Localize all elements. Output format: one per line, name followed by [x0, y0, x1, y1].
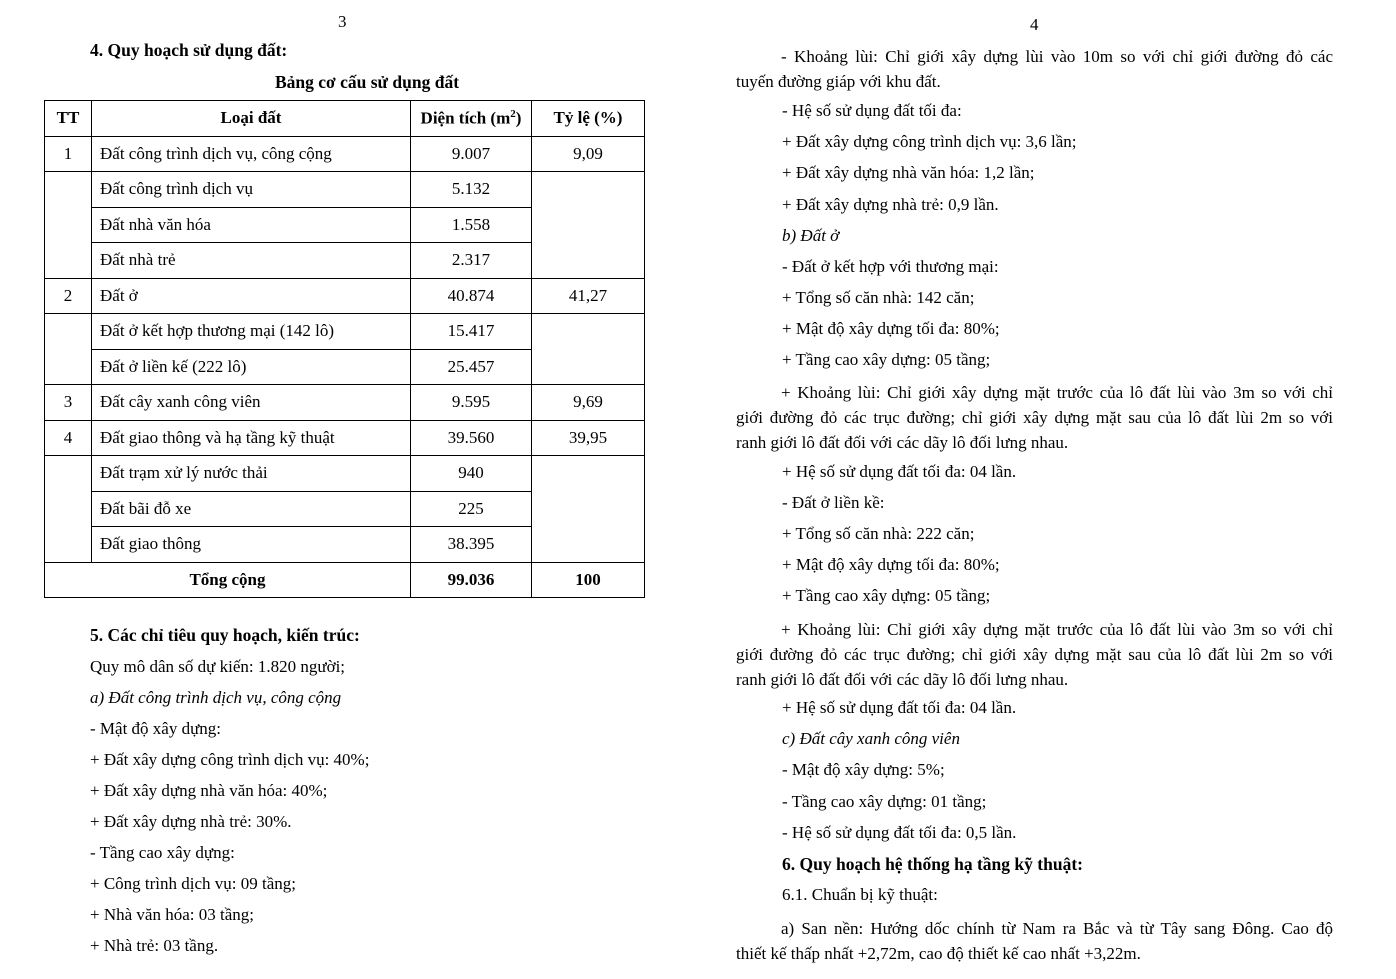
table-row	[45, 314, 645, 350]
row-area: 39.560	[411, 420, 532, 456]
paragraph-line: + Khoảng lùi: Chỉ giới xây dựng mặt trước của lô đất lùi vào 3m so với chỉ	[781, 383, 1333, 402]
header-dien-tich	[411, 101, 532, 137]
text-line: - Tầng cao xây dựng:	[90, 843, 235, 862]
header-dien-tich-close: )	[515, 108, 522, 128]
row-tt-merged	[45, 314, 92, 385]
row-name: Đất bãi đỗ xe	[92, 491, 411, 527]
paragraph-setback-3	[736, 617, 1333, 692]
row-name: Đất giao thông và hạ tầng kỹ thuật	[92, 420, 411, 456]
text-line: + Tầng cao xây dựng: 05 tầng;	[782, 586, 991, 605]
row-tt-merged	[45, 172, 92, 279]
row-name: Đất nhà trẻ	[92, 243, 411, 279]
row-area: 2.317	[411, 243, 532, 279]
text-line: + Tổng số căn nhà: 222 căn;	[782, 524, 975, 543]
row-name: Đất ở liền kế (222 lô)	[92, 349, 411, 385]
paragraph-line: giới đường đỏ các trục đường; chỉ giới xây dựng mặt sau của lô đất lùi 2m so với	[736, 645, 1333, 664]
table-row	[45, 172, 645, 208]
row-area: 1.558	[411, 207, 532, 243]
row-tt: 3	[45, 385, 92, 421]
text-line: + Mật độ xây dựng tối đa: 80%;	[782, 319, 1000, 338]
paragraph-line: thiết kế thấp nhất +2,72m, cao độ thiết kế cao nhất +3,22m.	[736, 944, 1141, 963]
row-pct-merged	[532, 456, 645, 563]
row-pct: 39,95	[532, 420, 645, 456]
text-line-italic: a) Đất công trình dịch vụ, công cộng	[90, 688, 342, 707]
text-line-italic: c) Đất cây xanh công viên	[782, 729, 960, 748]
table-row	[45, 278, 645, 314]
paragraph-line: - Khoảng lùi: Chỉ giới xây dựng lùi vào 10m so với chỉ giới đường đỏ các	[781, 47, 1333, 66]
text-line: + Công trình dịch vụ: 09 tầng;	[90, 874, 297, 893]
paragraph-line: tuyến đường giáp với khu đất.	[736, 72, 941, 91]
row-pct-merged	[532, 314, 645, 385]
total-area: 99.036	[411, 562, 532, 598]
table-title: Bảng cơ cấu sử dụng đất	[274, 72, 460, 92]
row-name: Đất nhà văn hóa	[92, 207, 411, 243]
header-ty-le: Tỷ lệ (%)	[532, 101, 645, 137]
row-pct: 41,27	[532, 278, 645, 314]
row-area: 40.874	[411, 278, 532, 314]
text-line: + Nhà văn hóa: 03 tầng;	[90, 905, 254, 924]
text-line: + Đất xây dựng công trình dịch vụ: 40%;	[90, 750, 370, 769]
row-tt: 1	[45, 136, 92, 172]
row-pct-merged	[532, 172, 645, 279]
paragraph-grading	[736, 916, 1333, 966]
row-pct: 9,09	[532, 136, 645, 172]
subsection-6-1: 6.1. Chuẩn bị kỹ thuật:	[782, 885, 938, 904]
text-line: Quy mô dân số dự kiến: 1.820 người;	[90, 657, 346, 676]
table-header-row	[45, 101, 645, 137]
row-area: 225	[411, 491, 532, 527]
text-line: + Đất xây dựng công trình dịch vụ: 3,6 lần;	[782, 132, 1077, 151]
row-area: 38.395	[411, 527, 532, 563]
total-pct: 100	[532, 562, 645, 598]
table-row	[45, 420, 645, 456]
paragraph-line: ranh giới lô đất đối với các dãy lô đối lưng nhau.	[736, 433, 1069, 452]
text-line: + Đất xây dựng nhà văn hóa: 1,2 lần;	[782, 163, 1035, 182]
row-name: Đất công trình dịch vụ, công cộng	[92, 136, 411, 172]
text-line: - Mật độ xây dựng: 5%;	[782, 760, 945, 779]
section-5-heading: 5. Các chỉ tiêu quy hoạch, kiến trúc:	[90, 625, 360, 645]
row-name: Đất giao thông	[92, 527, 411, 563]
text-line: + Đất xây dựng nhà trẻ: 30%.	[90, 812, 292, 831]
text-line: + Mật độ xây dựng tối đa: 80%;	[782, 555, 1000, 574]
paragraph-line: giới đường đỏ các trục đường; chỉ giới xây dựng mặt sau của lô đất lùi 2m so với	[736, 408, 1333, 427]
row-name: Đất ở	[92, 278, 411, 314]
text-line: + Đất xây dựng nhà văn hóa: 40%;	[90, 781, 328, 800]
row-area: 15.417	[411, 314, 532, 350]
row-tt: 4	[45, 420, 92, 456]
right-page	[698, 0, 1396, 979]
text-line-italic: b) Đất ở	[782, 226, 840, 245]
table-row	[45, 456, 645, 492]
page-number-right: 4	[1030, 15, 1039, 34]
section-4-heading: 4. Quy hoạch sử dụng đất:	[90, 40, 288, 60]
row-tt-merged	[45, 456, 92, 563]
row-pct: 9,69	[532, 385, 645, 421]
header-dien-tich-sup: 2	[510, 107, 516, 120]
header-tt: TT	[45, 101, 92, 137]
text-line: + Hệ số sử dụng đất tối đa: 04 lần.	[782, 698, 1017, 717]
row-name: Đất ở kết hợp thương mại (142 lô)	[92, 314, 411, 350]
land-use-table	[44, 100, 645, 598]
row-name: Đất công trình dịch vụ	[92, 172, 411, 208]
paragraph-line: a) San nền: Hướng dốc chính từ Nam ra Bắc và từ Tây sang Đông. Cao độ	[781, 919, 1333, 938]
table-total-row	[45, 562, 645, 598]
row-area: 25.457	[411, 349, 532, 385]
row-area: 940	[411, 456, 532, 492]
text-line: + Tổng số căn nhà: 142 căn;	[782, 288, 975, 307]
paragraph-line: ranh giới lô đất đối với các dãy lô đối lưng nhau.	[736, 670, 1069, 689]
text-line: + Đất xây dựng nhà trẻ: 0,9 lần.	[782, 195, 999, 214]
header-dien-tich-text: Diện tích (m	[420, 108, 511, 128]
header-loai-dat: Loại đất	[92, 101, 411, 137]
row-area: 9.007	[411, 136, 532, 172]
text-line: - Hệ số sử dụng đất tối đa: 0,5 lần.	[782, 823, 1017, 842]
table-row	[45, 136, 645, 172]
text-line: - Hệ số sử dụng đất tối đa:	[782, 101, 962, 120]
table-row	[45, 385, 645, 421]
row-name: Đất trạm xử lý nước thải	[92, 456, 411, 492]
row-area: 9.595	[411, 385, 532, 421]
page-number-left: 3	[338, 12, 347, 31]
text-line: - Đất ở liền kề:	[782, 493, 885, 512]
text-line: - Mật độ xây dựng:	[90, 719, 222, 738]
row-name: Đất cây xanh công viên	[92, 385, 411, 421]
text-line: + Tầng cao xây dựng: 05 tầng;	[782, 350, 991, 369]
section-6-heading: 6. Quy hoạch hệ thống hạ tầng kỹ thuật:	[782, 854, 1083, 874]
text-line: + Hệ số sử dụng đất tối đa: 04 lần.	[782, 462, 1017, 481]
paragraph-line: + Khoảng lùi: Chỉ giới xây dựng mặt trước của lô đất lùi vào 3m so với chỉ	[781, 620, 1333, 639]
total-label: Tổng cộng	[45, 562, 411, 598]
text-line: + Nhà trẻ: 03 tầng.	[90, 936, 219, 955]
paragraph-setback-2	[736, 380, 1333, 455]
paragraph-setback-1	[736, 44, 1333, 94]
row-tt: 2	[45, 278, 92, 314]
row-area: 5.132	[411, 172, 532, 208]
text-line: - Tầng cao xây dựng: 01 tầng;	[782, 792, 987, 811]
text-line: - Đất ở kết hợp với thương mại:	[782, 257, 999, 276]
